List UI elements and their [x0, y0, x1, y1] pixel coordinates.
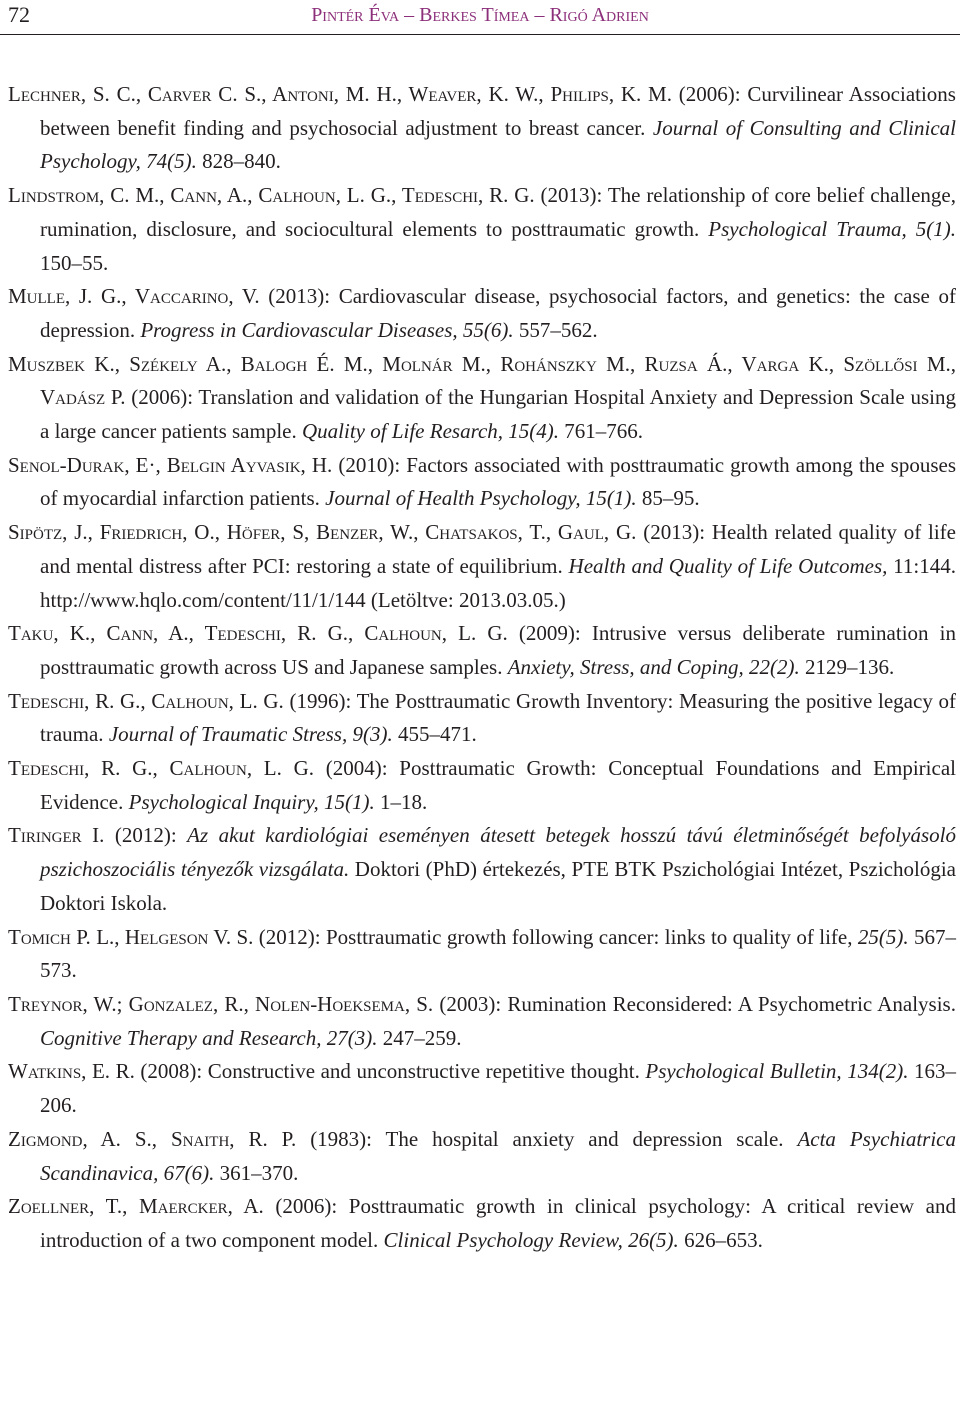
reference-pages: 1–18. [374, 789, 428, 814]
reference-item [8, 921, 956, 988]
reference-item [8, 988, 956, 1055]
reference-source: Health and Quality of Life Outcomes, [568, 553, 888, 578]
reference-authors: Senol-Durak, E·, Belgin Ayvasik, H. [8, 452, 333, 477]
reference-authors: Tedeschi, R. G., Calhoun, L. G. [8, 688, 284, 713]
reference-source: Progress in Cardiovascular Diseases, 55(6). [140, 317, 514, 342]
reference-item [8, 348, 956, 449]
reference-item [8, 685, 956, 752]
reference-item [8, 1123, 956, 1190]
reference-item [8, 1190, 956, 1257]
reference-item [8, 1055, 956, 1122]
reference-authors: Treynor, W.; Gonzalez, R., Nolen-Hoeksema, S. [8, 991, 434, 1016]
reference-details: (2004): Posttraumatic Growth: Conceptual Foundations and Empirical Evidence. [40, 756, 956, 814]
reference-source: Journal of Traumatic Stress, 9(3). [108, 722, 393, 747]
reference-details: (2013): The relationship of core belief challenge, rumination, disclosure, and sociocultural elements to posttraumatic growth. [40, 183, 957, 241]
reference-pages: 761–766. [559, 419, 644, 444]
reference-source: Cognitive Therapy and Research, 27(3). [40, 1025, 378, 1050]
reference-details: (2012): Posttraumatic growth following cancer: links to quality of life, [253, 924, 858, 949]
reference-details: (2003): Rumination Reconsidered: A Psychometric Analysis. [433, 991, 956, 1016]
reference-source: 25(5). [857, 924, 909, 949]
reference-source: Acta Psychiatrica Scandinavica, 67(6). [40, 1126, 956, 1185]
reference-authors: Tomich P. L., Helgeson V. S. [8, 924, 254, 949]
reference-pages: 828–840. [196, 149, 281, 174]
reference-item [8, 819, 956, 920]
reference-authors: Lechner, S. C., Carver C. S., Antoni, M. H., Weaver, K. W., Philips, K. M. [8, 82, 672, 106]
reference-authors: Zigmond, A. S., Snaith, R. P. [8, 1126, 297, 1151]
reference-details: (2013): Cardiovascular disease, psychosocial factors, and genetics: the case of depression. [40, 284, 956, 342]
reference-pages: 567–573. [40, 924, 957, 983]
reference-item [8, 617, 956, 684]
reference-item [8, 752, 956, 819]
reference-pages: 455–471. [392, 722, 477, 747]
page-header [0, 0, 960, 35]
reference-source: Psychological Trauma, 5(1). [708, 216, 956, 241]
page-number: 72 [8, 2, 30, 27]
reference-details: (2012): [104, 823, 188, 848]
reference-source: Psychological Bulletin, 134(2). [645, 1059, 909, 1084]
reference-authors: Watkins, E. R. [8, 1059, 135, 1084]
reference-item [8, 280, 956, 347]
reference-details: (2010): Factors associated with posttraumatic growth among the spouses of myocardial infarction patients. [40, 452, 956, 511]
running-head: Pintér Éva – Berkes Tímea – Rigó Adrien [311, 4, 649, 26]
reference-pages: 11:144. http://www.hqlo.com/content/11/1/144 (Letöltve: 2013.03.05.) [40, 553, 956, 612]
reference-item [8, 516, 956, 617]
reference-pages: 247–259. [377, 1025, 462, 1050]
reference-authors: Sipötz, J., Friedrich, O., Höfer, S, Benzer, W., Chatsakos, T., Gaul, G. [8, 520, 637, 545]
reference-authors: Zoellner, T., Maercker, A. [8, 1194, 264, 1219]
reference-pages: 2129–136. [799, 654, 895, 679]
reference-item [8, 78, 956, 179]
reference-source: Anxiety, Stress, and Coping, 22(2). [507, 654, 800, 679]
reference-details: (2013): Health related quality of life and mental distress after PCI: restoring a state of equilibrium. [40, 520, 956, 578]
reference-pages: Doktori (PhD) értekezés, PTE BTK Pszichológiai Intézet, Pszichológia Doktori Iskola. [40, 857, 956, 915]
reference-source: Journal of Consulting and Clinical Psychology, 74(5). [40, 115, 956, 174]
reference-authors: Lindstrom, C. M., Cann, A., Calhoun, L. G., Tedeschi, R. G. [8, 183, 535, 208]
reference-details: (2009): Intrusive versus deliberate rumination in posttraumatic growth across US and Japanese samples. [40, 621, 957, 679]
reference-pages: 85–95. [636, 486, 700, 511]
reference-source: Quality of Life Resarch, 15(4). [302, 419, 560, 444]
reference-details: (1996): The Posttraumatic Growth Inventory: Measuring the positive legacy of trauma. [40, 688, 956, 747]
reference-authors: Tedeschi, R. G., Calhoun, L. G. [8, 756, 315, 781]
reference-pages: 557–562. [513, 317, 598, 342]
reference-source: Journal of Health Psychology, 15(1). [325, 486, 637, 511]
reference-authors: Muszbek K., Székely A., Balogh É. M., Molnár M., Rohánszky M., Ruzsa Á., Varga K., Szöllősi M., Vadász P. [8, 351, 956, 410]
reference-item [8, 179, 956, 280]
reference-pages: 163–206. [40, 1059, 956, 1118]
reference-pages: 150–55. [40, 250, 109, 275]
reference-source: Clinical Psychology Review, 26(5). [383, 1227, 679, 1252]
reference-pages: 626–653. [678, 1227, 763, 1252]
reference-pages: 361–370. [214, 1160, 299, 1185]
reference-authors: Mulle, J. G., Vaccarino, V. [8, 284, 260, 309]
reference-list [8, 78, 956, 1258]
reference-authors: Taku, K., Cann, A., Tedeschi, R. G., Calhoun, L. G. [8, 621, 508, 646]
reference-source: Az akut kardiológiai eseményen átesett betegek hosszú távú életminőségét befolyásoló pszichoszociális tényezők vizsgálata. [40, 823, 956, 882]
reference-details: (2006): Posttraumatic growth in clinical psychology: A critical review and introduction of a two component model. [40, 1194, 956, 1252]
reference-details: (2006): Curvilinear Associations between benefit finding and psychosocial adjustment to breast cancer. [40, 82, 956, 140]
reference-item [8, 449, 956, 516]
reference-authors: Tiringer I. [8, 823, 105, 848]
reference-details: (2008): Constructive and unconstructive repetitive thought. [134, 1059, 646, 1084]
reference-details: (2006): Translation and validation of the Hungarian Hospital Anxiety and Depression Scale using a large cancer patients sample. [40, 385, 956, 444]
reference-details: (1983): The hospital anxiety and depression scale. [296, 1126, 798, 1151]
reference-source: Psychological Inquiry, 15(1). [128, 789, 375, 814]
